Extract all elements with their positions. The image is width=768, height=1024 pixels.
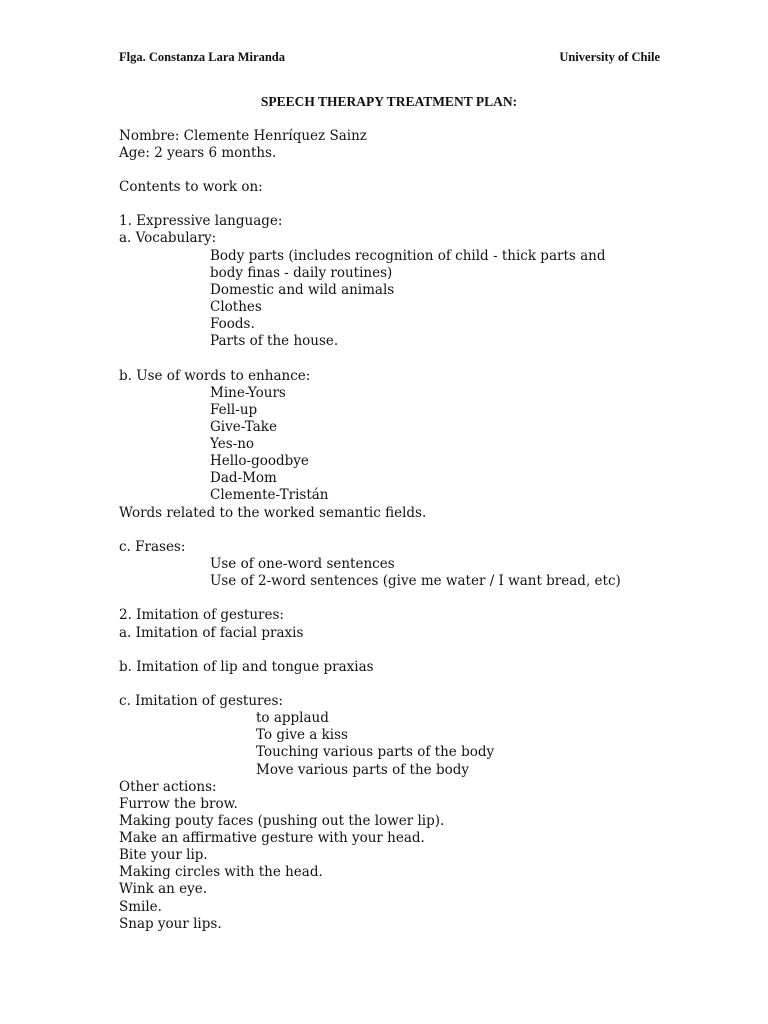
- phrase-item: Use of one-word sentences: [210, 556, 395, 572]
- word-pair-item: Hello-goodbye: [210, 453, 309, 469]
- gesture-item: Move various parts of the body: [256, 762, 469, 778]
- phrases-heading: c. Frases:: [119, 539, 186, 555]
- vocabulary-item: Parts of the house.: [210, 333, 339, 349]
- other-action-item: Making circles with the head.: [119, 864, 323, 880]
- section-expressive-language-heading: 1. Expressive language:: [119, 213, 283, 229]
- use-of-words-heading: b. Use of words to enhance:: [119, 368, 311, 384]
- vocabulary-heading: a. Vocabulary:: [119, 230, 217, 246]
- other-action-item: Smile.: [119, 899, 162, 915]
- imitation-gestures-heading: c. Imitation of gestures:: [119, 693, 283, 709]
- vocabulary-item: Body parts (includes recognition of child - thick parts and: [210, 248, 606, 264]
- patient-age: Age: 2 years 6 months.: [119, 145, 277, 161]
- facial-praxis-line: a. Imitation of facial praxis: [119, 625, 304, 641]
- gesture-item: Touching various parts of the body: [256, 744, 495, 760]
- phrase-item: Use of 2-word sentences (give me water / I want bread, etc): [210, 573, 621, 589]
- word-pair-item: Give-Take: [210, 419, 277, 435]
- other-action-item: Wink an eye.: [119, 881, 208, 897]
- word-pair-item: Clemente-Tristán: [210, 487, 329, 503]
- document-title: SPEECH THERAPY TREATMENT PLAN:: [260, 94, 518, 109]
- vocabulary-item: Clothes: [210, 299, 262, 315]
- vocabulary-item: body finas - daily routines): [210, 265, 393, 281]
- other-action-item: Furrow the brow.: [119, 796, 238, 812]
- word-pair-item: Mine-Yours: [210, 385, 286, 401]
- vocabulary-item: Foods.: [210, 316, 255, 332]
- section-imitation-heading: 2. Imitation of gestures:: [119, 607, 284, 623]
- other-actions-heading: Other actions:: [119, 779, 217, 795]
- vocabulary-item: Domestic and wild animals: [210, 282, 395, 298]
- semantic-fields-note: Words related to the worked semantic fields.: [119, 505, 427, 521]
- lip-tongue-praxis-line: b. Imitation of lip and tongue praxias: [119, 659, 374, 675]
- gesture-item: To give a kiss: [256, 727, 348, 743]
- header-author: Flga. Constanza Lara Miranda: [119, 50, 285, 64]
- other-action-item: Making pouty faces (pushing out the lower lip).: [119, 813, 445, 829]
- gesture-item: to applaud: [256, 710, 329, 726]
- other-action-item: Bite your lip.: [119, 847, 208, 863]
- word-pair-item: Yes-no: [210, 436, 255, 452]
- word-pair-item: Fell-up: [210, 402, 258, 418]
- contents-heading: Contents to work on:: [119, 179, 263, 195]
- word-pair-item: Dad-Mom: [210, 470, 277, 486]
- other-action-item: Snap your lips.: [119, 916, 222, 932]
- header-institution: University of Chile: [559, 50, 660, 64]
- other-action-item: Make an affirmative gesture with your head.: [119, 830, 425, 846]
- patient-name: Nombre: Clemente Henríquez Sainz: [119, 128, 367, 144]
